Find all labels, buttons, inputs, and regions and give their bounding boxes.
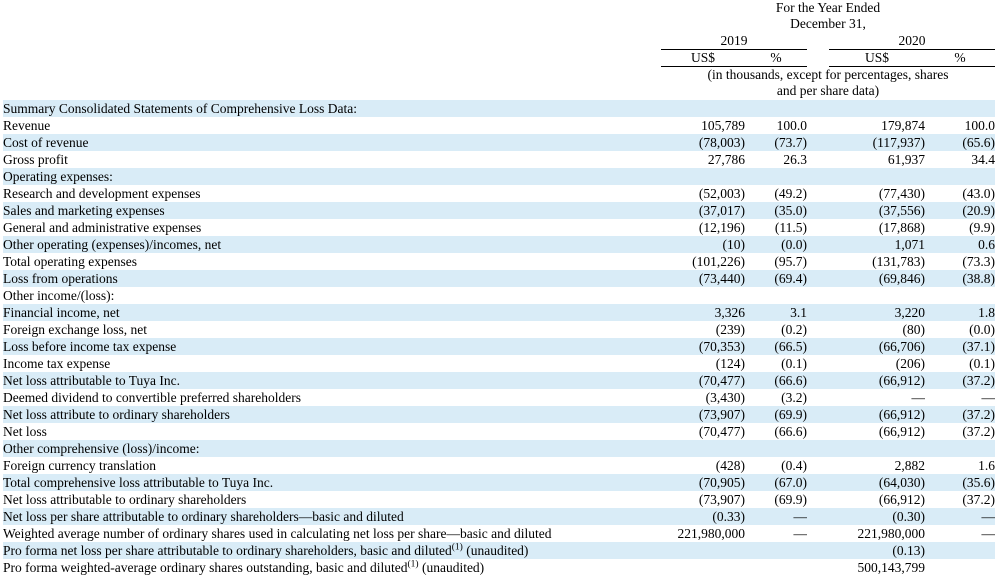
- table-row: [3, 287, 995, 304]
- table-row: [3, 100, 995, 117]
- row-gap: [807, 287, 829, 304]
- row-value-2019: (239): [715, 321, 745, 337]
- row-label: Net loss attributable to ordinary shareholders: [3, 491, 247, 507]
- table-row: [3, 406, 995, 423]
- row-label: Net loss attributable to Tuya Inc.: [3, 372, 661, 389]
- units-note: [661, 66, 995, 99]
- row-percent-2020: (35.6): [925, 474, 995, 491]
- row-percent-2020: (37.1): [925, 338, 995, 355]
- row-value-2020: (131,783): [872, 253, 925, 269]
- row-label: Research and development expenses: [3, 185, 201, 201]
- row-percent-2019: (69.9): [774, 491, 807, 507]
- comprehensive-loss-table: [3, 0, 995, 576]
- table-row: [3, 525, 995, 542]
- table-row: [3, 270, 995, 287]
- table-row: [3, 202, 995, 219]
- row-label: Total operating expenses: [3, 253, 138, 269]
- row-value-2019: [661, 168, 745, 185]
- row-label: Income tax expense: [3, 355, 111, 371]
- row-value-2019: (78,003): [661, 134, 745, 151]
- row-percent-2019: (66.6): [745, 372, 807, 389]
- row-gap: [807, 117, 829, 134]
- row-value-2019: (73,907): [698, 491, 745, 507]
- row-percent-2019: (0.2): [781, 321, 807, 337]
- row-value-2020: 1,071: [829, 236, 925, 253]
- row-value-2020: (206): [895, 355, 925, 371]
- row-percent-2019: [745, 542, 807, 559]
- row-value-2020: (69,846): [829, 270, 925, 287]
- row-label: Foreign exchange loss, net: [3, 321, 147, 337]
- year-spacer-label: [3, 33, 661, 50]
- year-gap: [807, 33, 829, 50]
- row-percent-2019: (66.6): [774, 423, 807, 439]
- row-percent-2020: (20.9): [925, 202, 995, 219]
- unit-header-row: [3, 49, 995, 66]
- units-note-row: [3, 66, 995, 99]
- table-row: [3, 338, 995, 355]
- row-gap: [807, 406, 829, 423]
- row-value-2019: (73,907): [661, 406, 745, 423]
- row-value-2019: 3,326: [661, 304, 745, 321]
- row-label: General and administrative expenses: [3, 219, 202, 235]
- units-spacer-label: [3, 66, 661, 99]
- table-row: [3, 355, 995, 372]
- row-value-2020: 3,220: [829, 304, 925, 321]
- row-value-2020: (0.13): [829, 542, 925, 559]
- row-gap: [807, 338, 829, 355]
- row-percent-2019: (66.5): [745, 338, 807, 355]
- row-value-2020: [829, 287, 925, 304]
- row-gap: [807, 253, 829, 270]
- row-percent-2020: (65.6): [925, 134, 995, 151]
- row-label: Gross profit: [3, 151, 68, 167]
- row-label: Summary Consolidated Statements of Comprehensive Loss Data:: [3, 100, 661, 117]
- row-gap: [807, 236, 829, 253]
- row-percent-2019: 26.3: [783, 151, 807, 167]
- row-value-2019: (73,440): [661, 270, 745, 287]
- units-note-line1: (in thousands, except for percentages, shares: [707, 66, 949, 82]
- row-percent-2019: (11.5): [774, 219, 807, 235]
- row-percent-2020: (38.8): [925, 270, 995, 287]
- row-gap: [807, 100, 829, 117]
- row-label: Total comprehensive loss attributable to Tuya Inc.: [3, 474, 661, 491]
- row-label: Other comprehensive (loss)/income:: [3, 440, 661, 457]
- row-value-2020: (17,868): [878, 219, 925, 235]
- row-value-2019: (37,017): [661, 202, 745, 219]
- row-value-2019: (70,353): [661, 338, 745, 355]
- row-value-2020: 221,980,000: [857, 525, 925, 541]
- row-percent-2019: [745, 100, 807, 117]
- row-percent-2020: (43.0): [962, 185, 996, 201]
- table-row: [3, 168, 995, 185]
- header-spacer-label: [3, 0, 661, 33]
- table-row: [3, 236, 995, 253]
- row-value-2020: (117,937): [829, 134, 925, 151]
- period-title-line1: For the Year Ended: [775, 0, 881, 15]
- row-percent-2019: (95.7): [774, 253, 807, 269]
- row-value-2020: (66,912): [878, 423, 925, 439]
- table-row: [3, 559, 995, 576]
- row-percent-2019: (67.0): [745, 474, 807, 491]
- row-value-2020: (66,912): [878, 491, 925, 507]
- table-row: [3, 253, 995, 270]
- row-value-2020: [829, 168, 925, 185]
- table-row: [3, 423, 995, 440]
- units-note-line2: and per share data): [776, 83, 880, 99]
- table-body: [3, 100, 995, 576]
- table-row: [3, 457, 995, 474]
- row-percent-2019: (49.2): [774, 185, 807, 201]
- row-gap: [807, 474, 829, 491]
- row-value-2020: 61,937: [887, 151, 925, 167]
- table-row: [3, 321, 995, 338]
- row-percent-2019: —: [745, 508, 807, 525]
- row-percent-2020: (0.0): [969, 321, 996, 337]
- row-gap: [807, 542, 829, 559]
- table-row: [3, 372, 995, 389]
- row-gap: [807, 202, 829, 219]
- row-percent-2019: 3.1: [745, 304, 807, 321]
- row-label: Deemed dividend to convertible preferred shareholders: [3, 389, 302, 405]
- col-header-usd-2019: US$: [661, 49, 745, 66]
- row-value-2019: (428): [715, 457, 745, 473]
- table-row: [3, 219, 995, 236]
- row-label: Pro forma net loss per share attributable to ordinary shareholders, basic and diluted$^{(1)}$ (unaudited): [3, 542, 661, 559]
- row-percent-2019: (69.4): [745, 270, 807, 287]
- row-label: Other operating (expenses)/incomes, net: [3, 236, 661, 253]
- row-percent-2020: 100.0: [964, 117, 996, 133]
- row-percent-2020: (9.9): [969, 219, 996, 235]
- row-percent-2019: (69.9): [745, 406, 807, 423]
- row-gap: [807, 134, 829, 151]
- row-gap: [807, 168, 829, 185]
- row-percent-2019: (0.1): [781, 355, 807, 371]
- row-percent-2019: 100.0: [776, 117, 807, 133]
- row-value-2020: (66,912): [829, 372, 925, 389]
- table-row: [3, 542, 995, 559]
- row-percent-2019: (0.4): [781, 457, 807, 473]
- row-percent-2020: [925, 440, 995, 457]
- col-header-pct-2019: %: [745, 49, 807, 66]
- row-label: Financial income, net: [3, 304, 661, 321]
- row-value-2020: (77,430): [878, 185, 925, 201]
- row-percent-2020: 1.8: [925, 304, 995, 321]
- row-value-2020: [829, 440, 925, 457]
- table-row: [3, 151, 995, 168]
- row-percent-2020: (37.2): [962, 423, 996, 439]
- table-row: [3, 304, 995, 321]
- row-value-2020: —: [911, 389, 925, 405]
- row-percent-2020: [925, 542, 995, 559]
- period-title: [661, 0, 995, 33]
- row-value-2019: 105,789: [701, 117, 745, 133]
- row-value-2019: 221,980,000: [677, 525, 745, 541]
- row-percent-2019: [745, 287, 807, 304]
- row-percent-2019: —: [793, 525, 807, 541]
- period-title-line2: December 31,: [790, 16, 866, 32]
- year-header-2020: 2020: [829, 33, 995, 50]
- row-percent-2019: (0.0): [745, 236, 807, 253]
- row-value-2019: (10): [661, 236, 745, 253]
- row-gap: [807, 321, 829, 338]
- row-label: Loss from operations: [3, 270, 661, 287]
- row-percent-2019: [745, 559, 807, 576]
- row-value-2020: 2,882: [894, 457, 925, 473]
- row-label: Other income/(loss):: [3, 287, 115, 303]
- row-value-2019: 27,786: [707, 151, 745, 167]
- table-row: [3, 117, 995, 134]
- row-gap: [807, 559, 829, 576]
- row-gap: [807, 270, 829, 287]
- row-value-2019: [661, 287, 745, 304]
- row-percent-2019: (73.7): [745, 134, 807, 151]
- row-value-2019: (52,003): [698, 185, 745, 201]
- row-value-2019: (3,430): [705, 389, 745, 405]
- row-value-2019: (101,226): [692, 253, 745, 269]
- row-value-2019: (12,196): [698, 219, 745, 235]
- table-header: [3, 0, 995, 100]
- row-gap: [807, 304, 829, 321]
- row-percent-2020: 1.6: [978, 457, 996, 473]
- unit-spacer-label: [3, 49, 661, 66]
- row-gap: [807, 525, 829, 542]
- row-percent-2020: (0.1): [969, 355, 996, 371]
- row-value-2019: [661, 100, 745, 117]
- row-gap: [807, 423, 829, 440]
- row-value-2019: [661, 559, 745, 576]
- row-value-2020: (37,556): [829, 202, 925, 219]
- row-label: Revenue: [3, 117, 51, 133]
- row-percent-2020: (37.2): [925, 372, 995, 389]
- row-percent-2020: (37.2): [962, 491, 996, 507]
- table-row: [3, 474, 995, 491]
- row-value-2019: (70,905): [661, 474, 745, 491]
- row-percent-2020: [925, 287, 995, 304]
- row-percent-2020: [925, 100, 995, 117]
- row-gap: [807, 185, 829, 202]
- row-gap: [807, 389, 829, 406]
- row-value-2020: [829, 100, 925, 117]
- row-label: Loss before income tax expense: [3, 338, 661, 355]
- row-percent-2020: 0.6: [925, 236, 995, 253]
- row-value-2020: (0.30): [829, 508, 925, 525]
- row-percent-2020: —: [981, 389, 996, 405]
- row-percent-2019: (3.2): [781, 389, 807, 405]
- row-label: Sales and marketing expenses: [3, 202, 661, 219]
- table-row: [3, 440, 995, 457]
- row-label: Net loss attribute to ordinary shareholders: [3, 406, 661, 423]
- row-percent-2020: —: [981, 525, 996, 541]
- row-percent-2020: (73.3): [962, 253, 996, 269]
- row-value-2019: (0.33): [661, 508, 745, 525]
- table-row: [3, 185, 995, 202]
- row-value-2019: (124): [715, 355, 745, 371]
- row-label: Pro forma weighted-average ordinary shares outstanding, basic and diluted$^{(1)}$ (unaudited): [3, 559, 485, 575]
- row-label: Net loss: [3, 423, 47, 439]
- row-label: Cost of revenue: [3, 134, 661, 151]
- period-title-row: [3, 0, 995, 33]
- row-percent-2020: 34.4: [971, 151, 996, 167]
- year-header-2019: 2019: [661, 33, 807, 50]
- row-percent-2020: [925, 559, 995, 576]
- row-value-2020: (66,706): [829, 338, 925, 355]
- row-gap: [807, 457, 829, 474]
- row-value-2020: (66,912): [829, 406, 925, 423]
- row-percent-2020: —: [925, 508, 995, 525]
- unit-gap: [807, 49, 829, 66]
- year-header-row: [3, 33, 995, 50]
- row-percent-2019: (35.0): [745, 202, 807, 219]
- row-value-2020: 179,874: [881, 117, 925, 133]
- row-percent-2020: (37.2): [925, 406, 995, 423]
- table-row: [3, 491, 995, 508]
- row-value-2020: (80): [902, 321, 925, 337]
- row-value-2019: [661, 440, 745, 457]
- row-label: Foreign currency translation: [3, 457, 156, 473]
- table-row: [3, 134, 995, 151]
- row-value-2020: 500,143,799: [857, 559, 925, 575]
- row-value-2019: [661, 542, 745, 559]
- row-label: Net loss per share attributable to ordinary shareholders—basic and diluted: [3, 508, 661, 525]
- row-gap: [807, 151, 829, 168]
- row-value-2019: (70,477): [698, 423, 745, 439]
- col-header-pct-2020: %: [925, 49, 995, 66]
- col-header-usd-2020: US$: [829, 49, 925, 66]
- row-gap: [807, 219, 829, 236]
- row-value-2019: (70,477): [661, 372, 745, 389]
- row-gap: [807, 491, 829, 508]
- row-gap: [807, 372, 829, 389]
- table-row: [3, 389, 995, 406]
- row-percent-2019: [745, 168, 807, 185]
- row-value-2020: (64,030): [829, 474, 925, 491]
- row-label: Weighted average number of ordinary shares used in calculating net loss per share—basic and diluted: [3, 525, 552, 541]
- footnote-marker: (1): [407, 559, 419, 570]
- table-row: [3, 508, 995, 525]
- row-gap: [807, 355, 829, 372]
- footnote-marker: (1): [451, 542, 463, 553]
- row-gap: [807, 440, 829, 457]
- row-label: Operating expenses:: [3, 168, 661, 185]
- row-gap: [807, 508, 829, 525]
- row-percent-2019: [745, 440, 807, 457]
- row-percent-2020: [925, 168, 995, 185]
